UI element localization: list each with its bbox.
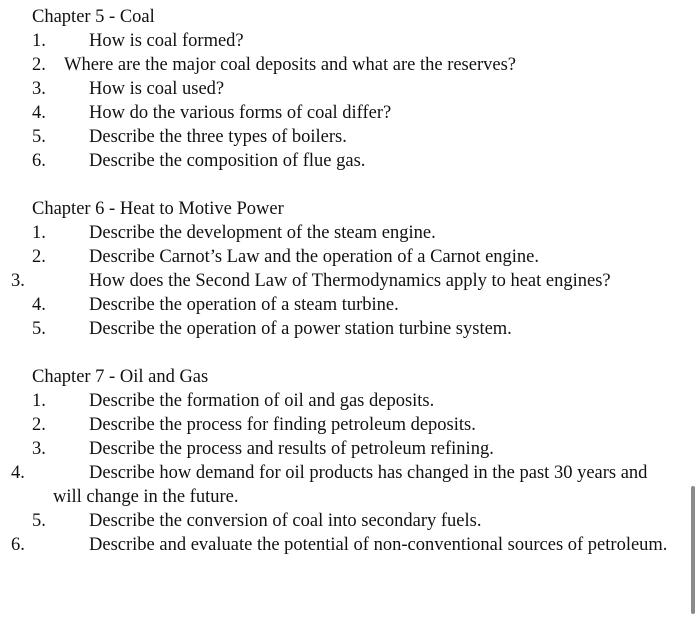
question-text: Describe how demand for oil products has changed in the past 30 years and will change in the future. — [53, 463, 648, 507]
question-text: Describe the process and results of petroleum refining. — [89, 439, 494, 459]
question-number: 6. — [11, 535, 25, 555]
question-text: Describe Carnot’s Law and the operation of a Carnot engine. — [89, 247, 540, 267]
list-item — [32, 245, 672, 269]
vertical-scrollbar[interactable] — [691, 486, 695, 614]
question-number: 3. — [32, 79, 46, 99]
question-number: 6. — [32, 151, 46, 171]
question-list — [32, 29, 672, 173]
list-item — [32, 53, 672, 77]
question-number: 4. — [11, 463, 25, 483]
question-number: 1. — [32, 31, 46, 51]
question-number: 5. — [32, 319, 46, 339]
question-text: Describe the composition of flue gas. — [89, 151, 366, 171]
list-item — [11, 269, 672, 293]
question-number: 3. — [32, 439, 46, 459]
question-text: Describe the formation of oil and gas deposits. — [89, 391, 435, 411]
list-item — [32, 221, 672, 245]
question-number: 3. — [11, 271, 25, 291]
list-item — [32, 29, 672, 53]
question-text: Describe the conversion of coal into secondary fuels. — [89, 511, 482, 531]
question-text: Describe the three types of boilers. — [89, 127, 347, 147]
question-text: Describe the operation of a steam turbine. — [89, 295, 399, 315]
list-item — [11, 533, 672, 557]
question-text: Describe the operation of a power station turbine system. — [89, 319, 512, 339]
question-number: 1. — [32, 223, 46, 243]
question-number: 5. — [32, 127, 46, 147]
list-item — [32, 293, 672, 317]
list-item — [32, 509, 672, 533]
question-text: Where are the major coal deposits and what are the reserves? — [64, 55, 517, 75]
question-text: How does the Second Law of Thermodynamics apply to heat engines? — [89, 271, 611, 291]
question-text: Describe the development of the steam engine. — [89, 223, 436, 243]
list-item — [32, 389, 672, 413]
question-number: 2. — [32, 415, 46, 435]
question-list — [11, 389, 672, 557]
document — [11, 5, 672, 557]
chapter-title: Chapter 5 - Coal — [32, 7, 155, 27]
list-item — [32, 101, 672, 125]
question-number: 2. — [32, 55, 46, 75]
question-text: Describe and evaluate the potential of non-conventional sources of petroleum. — [89, 535, 668, 555]
question-number: 1. — [32, 391, 46, 411]
question-text: How do the various forms of coal differ? — [89, 103, 392, 123]
question-number: 5. — [32, 511, 46, 531]
list-item — [32, 149, 672, 173]
question-text: How is coal used? — [89, 79, 225, 99]
question-list — [11, 221, 672, 341]
list-item — [32, 437, 672, 461]
question-number: 4. — [32, 295, 46, 315]
question-number: 4. — [32, 103, 46, 123]
list-item — [32, 125, 672, 149]
chapter-title: Chapter 7 - Oil and Gas — [32, 367, 209, 387]
chapter-5 — [32, 5, 672, 173]
question-text: How is coal formed? — [89, 31, 244, 51]
question-number: 2. — [32, 247, 46, 267]
list-item — [32, 317, 672, 341]
chapter-7 — [11, 365, 672, 557]
list-item — [32, 77, 672, 101]
list-item — [32, 413, 672, 437]
chapter-title: Chapter 6 - Heat to Motive Power — [32, 199, 284, 219]
chapter-6 — [11, 197, 672, 341]
list-item — [11, 461, 672, 509]
question-text: Describe the process for finding petroleum deposits. — [89, 415, 476, 435]
